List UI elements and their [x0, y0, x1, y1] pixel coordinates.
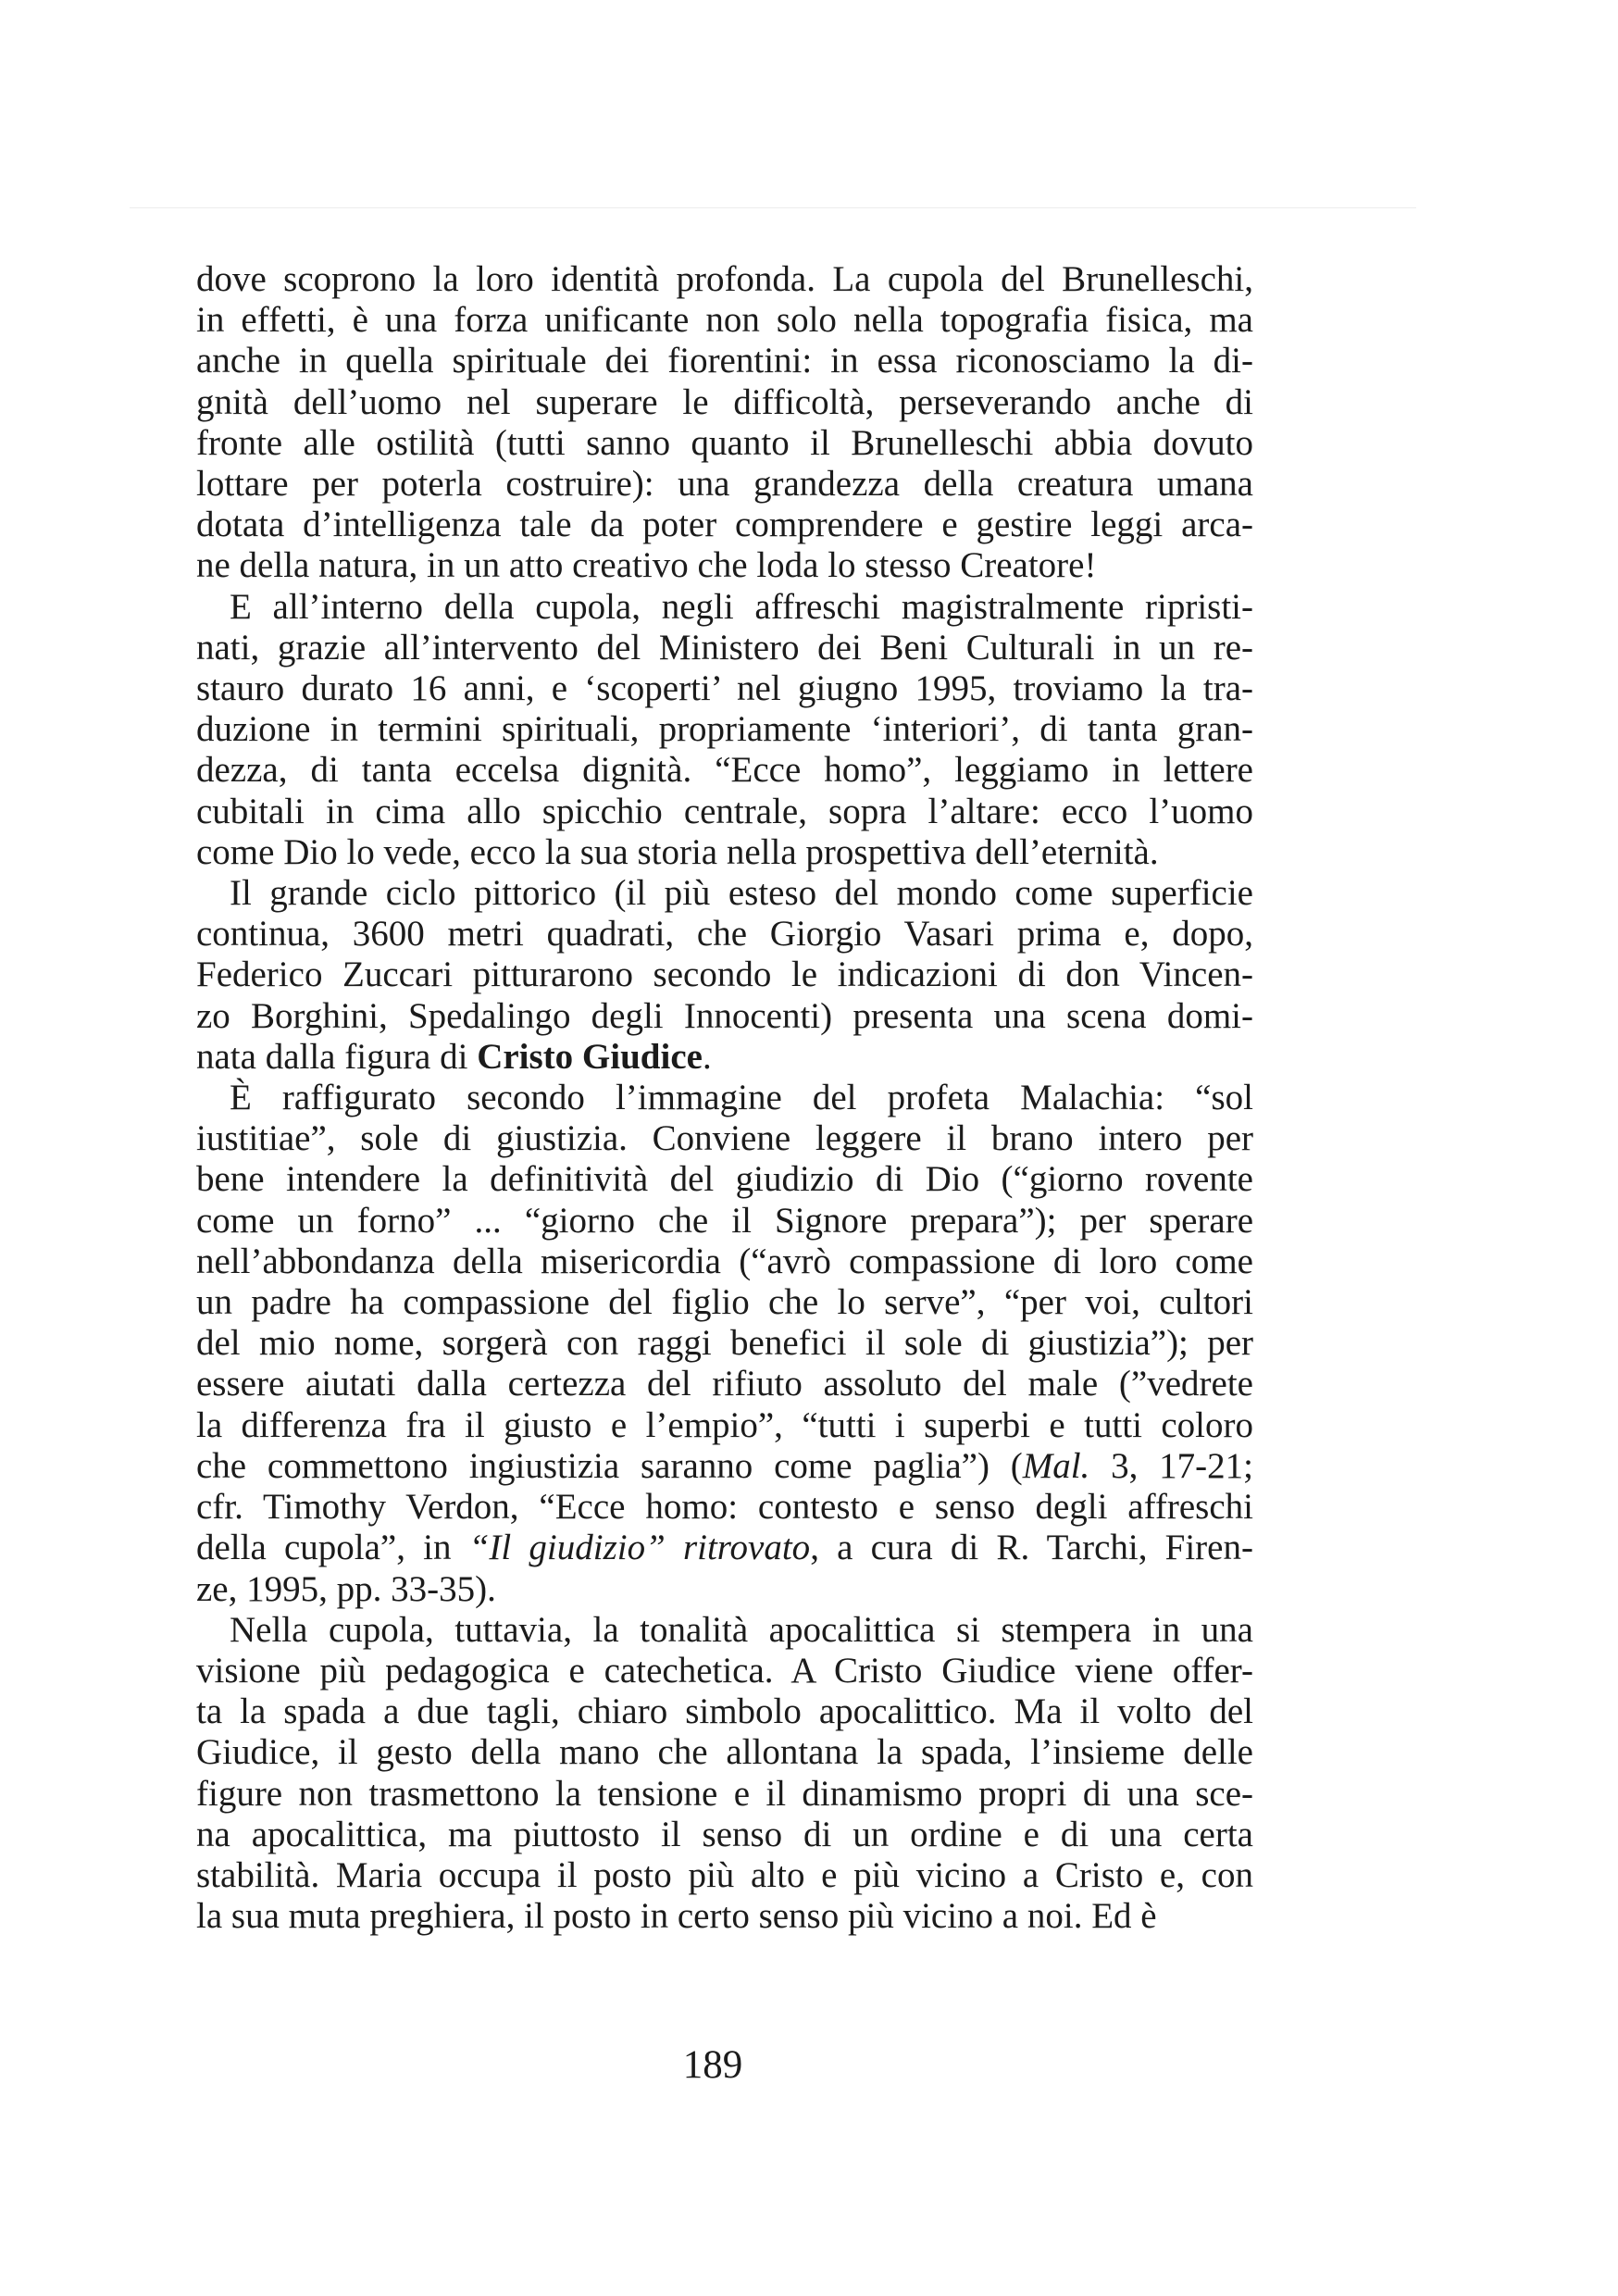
text-run: nati, grazie all’intervento del Ministero dei Beni Culturali in un re- — [196, 627, 1253, 668]
text-line — [196, 1569, 1253, 1610]
text-run: essere aiutati dalla certezza del rifiuto assoluto del male (”vedrete — [196, 1364, 1253, 1404]
text-line — [196, 1855, 1253, 1896]
text-line — [196, 1691, 1253, 1732]
text-run: Giudice, il gesto della mano che allontana la spada, l’insieme delle — [196, 1732, 1253, 1773]
text-line — [196, 1487, 1253, 1528]
text-run: un padre ha compassione del figlio che lo serve”, “per voi, cultori — [196, 1282, 1253, 1323]
text-line — [196, 914, 1253, 955]
text-run: Nella cupola, tuttavia, la tonalità apocalittica si stempera in una — [230, 1609, 1253, 1650]
text-run: È raffigurato secondo l’immagine del profeta Malachia: “sol — [230, 1078, 1253, 1118]
text-run: 3, 17-21; — [1089, 1445, 1254, 1486]
text-line — [196, 505, 1253, 545]
text-run: stauro durato 16 anni, e ‘scoperti’ nel giugno 1995, troviamo la tra- — [196, 668, 1253, 709]
text-line — [196, 1282, 1253, 1323]
text-line — [196, 300, 1253, 341]
text-line — [196, 1610, 1253, 1651]
text-run: ta la spada a due tagli, chiaro simbolo apocalittico. Ma il volto del — [196, 1691, 1253, 1732]
text-line — [196, 1159, 1253, 1200]
bold-run: Cristo Giudice — [477, 1036, 703, 1077]
text-line — [196, 545, 1253, 586]
text-line — [196, 464, 1253, 505]
body-text — [196, 259, 1253, 1937]
text-run: della cupola”, in — [196, 1528, 469, 1568]
text-line — [196, 1201, 1253, 1242]
text-run: visione più pedagogica e catechetica. A Cristo Giudice viene offer- — [196, 1650, 1253, 1691]
text-line — [196, 792, 1253, 832]
text-run: na apocalittica, ma piuttosto il senso di un ordine e di una certa — [196, 1814, 1253, 1854]
text-run: nell’abbondanza della misericordia (“avrò compassione di loro come — [196, 1241, 1253, 1281]
text-line — [196, 996, 1253, 1037]
text-line — [196, 1364, 1253, 1404]
text-run: la differenza fra il giusto e l’empio”, “tutti i superbi e tutti coloro — [196, 1404, 1253, 1445]
text-run: dove scoprono la loro identità profonda. La cupola del Brunelleschi, — [196, 259, 1253, 299]
text-run: come Dio lo vede, ecco la sua storia nella prospettiva dell’eternità. — [196, 831, 1159, 872]
text-run: cubitali in cima allo spicchio centrale, sopra l’altare: ecco l’uomo — [196, 791, 1253, 831]
text-run: la sua muta preghiera, il posto in certo senso più vicino a noi. Ed è — [196, 1896, 1157, 1937]
text-line — [196, 1037, 1253, 1078]
text-run: bene intendere la definitività del giudizio di Dio (“giorno rovente — [196, 1159, 1253, 1200]
text-line — [196, 1774, 1253, 1815]
text-line — [196, 1651, 1253, 1691]
italic-run: Mal. — [1022, 1445, 1090, 1486]
text-run: che commettono ingiustizia saranno come paglia”) ( — [196, 1445, 1023, 1486]
text-line — [196, 1242, 1253, 1282]
text-line — [196, 709, 1253, 750]
text-run: . — [702, 1036, 712, 1077]
italic-run: “Il giudizio” ritrovato — [468, 1528, 811, 1568]
paragraph — [196, 873, 1253, 1078]
text-line — [196, 668, 1253, 709]
text-run: cfr. Timothy Verdon, “Ecce homo: contesto e senso degli affreschi — [196, 1487, 1253, 1528]
text-run: figure non trasmettono la tensione e il dinamismo propri di una sce- — [196, 1773, 1253, 1814]
paragraph — [196, 1610, 1253, 1938]
text-line — [196, 1078, 1253, 1118]
text-line — [196, 259, 1253, 300]
paragraph — [196, 259, 1253, 587]
text-line — [196, 1815, 1253, 1855]
scan-edge-line — [130, 207, 1416, 208]
text-run: continua, 3600 metri quadrati, che Giorgio Vasari prima e, dopo, — [196, 914, 1253, 955]
text-line — [196, 1323, 1253, 1364]
text-run: ne della natura, in un atto creativo che loda lo stesso Creatore! — [196, 545, 1097, 586]
text-run: stabilità. Maria occupa il posto più alto e più vicino a Cristo e, con — [196, 1854, 1253, 1895]
text-run: Il grande ciclo pittorico (il più esteso del mondo come superficie — [230, 873, 1253, 914]
text-line — [196, 587, 1253, 628]
text-line — [196, 1732, 1253, 1773]
paragraph — [196, 587, 1253, 873]
text-run: lottare per poterla costruire): una grandezza della creatura umana — [196, 464, 1253, 505]
text-line — [196, 628, 1253, 668]
text-run: gnità dell’uomo nel superare le difficoltà, perseverando anche di — [196, 381, 1253, 422]
text-line — [196, 1528, 1253, 1568]
text-run: ze, 1995, pp. 33-35). — [196, 1568, 496, 1609]
paragraph — [196, 1078, 1253, 1610]
text-run: dotata d’intelligenza tale da poter comprendere e gestire leggi arca- — [196, 505, 1253, 545]
text-run: iustitiae”, sole di giustizia. Conviene leggere il brano intero per — [196, 1118, 1253, 1159]
text-line — [196, 341, 1253, 381]
text-line — [196, 832, 1253, 873]
text-run: come un forno” ... “giorno che il Signore prepara”); per sperare — [196, 1200, 1253, 1241]
text-line — [196, 955, 1253, 995]
text-line — [196, 750, 1253, 791]
text-run: in effetti, è una forza unificante non solo nella topografia fisica, ma — [196, 300, 1253, 341]
text-run: fronte alle ostilità (tutti sanno quanto il Brunelleschi abbia dovuto — [196, 422, 1253, 463]
text-line — [196, 1118, 1253, 1159]
text-run: , a cura di R. Tarchi, Firen- — [810, 1528, 1253, 1568]
page-number: 189 — [682, 2043, 743, 2087]
text-run: del mio nome, sorgerà con raggi benefici il sole di giustizia”); per — [196, 1323, 1253, 1364]
text-run: E all’interno della cupola, negli affreschi magistralmente ripristi- — [230, 586, 1253, 627]
text-line — [196, 423, 1253, 464]
text-run: zo Borghini, Spedalingo degli Innocenti) presenta una scena domi- — [196, 995, 1253, 1036]
text-line — [196, 1896, 1253, 1937]
text-run: duzione in termini spirituali, propriamente ‘interiori’, di tanta gran- — [196, 709, 1253, 750]
text-run: nata dalla figura di — [196, 1036, 478, 1077]
text-run: anche in quella spirituale dei fiorentini: in essa riconosciamo la di- — [196, 341, 1253, 381]
text-line — [196, 873, 1253, 914]
text-run: dezza, di tanta eccelsa dignità. “Ecce homo”, leggiamo in lettere — [196, 750, 1253, 791]
text-line — [196, 1446, 1253, 1487]
text-run: Federico Zuccari pitturarono secondo le indicazioni di don Vincen- — [196, 955, 1253, 995]
text-line — [196, 382, 1253, 423]
text-line — [196, 1405, 1253, 1446]
